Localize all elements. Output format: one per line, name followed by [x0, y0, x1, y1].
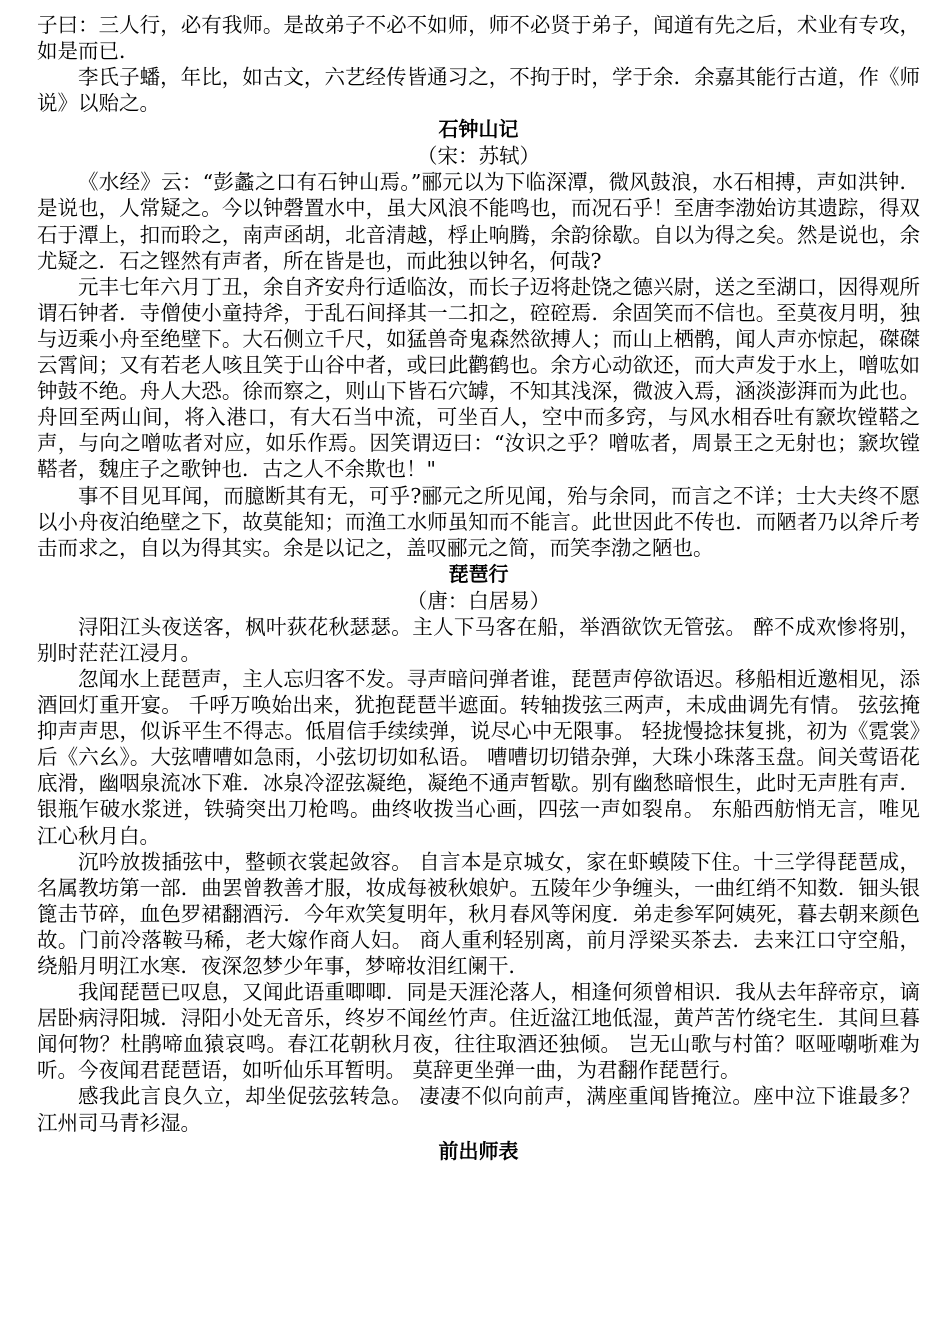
intro-paragraph: 子曰：三人行，必有我师。是故弟子不必不如师，师不必贤于弟子，闻道有先之后，术业有专攻，如是而已． — [37, 13, 920, 64]
intro-paragraph: 李氏子蟠，年比，如古文，六艺经传皆通习之，不拘于时，学于余．余嘉其能行古道，作《师说》以贻之。 — [37, 65, 920, 116]
body-paragraph: 感我此言良久立，却坐促弦弦转急。 凄凄不似向前声，满座重闻皆掩泣。座中泣下谁最多？江州司马青衫湿。 — [37, 1084, 920, 1135]
body-paragraph: 事不目见耳闻，而臆断其有无，可乎?郦元之所见闻，殆与余同，而言之不详；士大夫终不愿以小舟夜泊绝壁之下，故莫能知；而渔工水师虽知而不能言。此世因此不传也．而陋者乃以斧斤考击而求之，自以为得其实。余是以记之，盖叹郦元之简，而笑李渤之陋也。 — [37, 483, 920, 560]
section-author: （唐：白居易） — [406, 588, 551, 613]
body-paragraph: 我闻琵琶已叹息，又闻此语重唧唧．同是天涯沦落人，相逢何须曾相识．我从去年辞帝京，谪居卧病浔阳城．浔阳小处无音乐，终岁不闻丝竹声。住近湓江地低湿，黄芦苦竹绕宅生．其间旦暮闻何物？杜鹃啼血猿哀鸣。春江花朝秋月夜，往往取酒还独倾。 岂无山歌与村笛？呕哑嘲哳难为听。今夜闻君琵琶语，如听仙乐耳暂明。 莫辞更坐弹一曲，为君翻作琵琶行。 — [37, 980, 920, 1083]
section-title-pipaxing: 琵琶行 — [448, 561, 509, 586]
body-paragraph: 沉吟放拨插弦中，整顿衣裳起敛容。 自言本是京城女，家在虾蟆陵下住。十三学得琵琶成，名属教坊第一部．曲罢曾教善才服，妆成每被秋娘妒。五陵年少争缠头，一曲红绡不知数．钿头银篦击节碎，血色罗裙翻酒污．今年欢笑复明年，秋月春风等闲度．弟走参军阿姨死，暮去朝来颜色故。门前冷落鞍马稀，老大嫁作商人妇。 商人重利轻别离，前月浮梁买茶去．去来江口守空船，绕船月明江水寒．夜深忽梦少年事，梦啼妆泪红阑干． — [37, 849, 920, 978]
body-paragraph: 浔阳江头夜送客，枫叶荻花秋瑟瑟。主人下马客在船，举酒欲饮无管弦。 醉不成欢惨将别，别时茫茫江浸月。 — [37, 614, 920, 665]
body-paragraph: 元丰七年六月丁丑，余自齐安舟行适临汝，而长子迈将赴饶之德兴尉，送之至湖口，因得观所谓石钟者．寺僧使小童持斧，于乱石间择其一二扣之，硿硿焉．余固笑而不信也。至莫夜月明，独与迈乘小舟至绝壁下。大石侧立千尺，如猛兽奇鬼森然欲搏人；而山上栖鹘，闻人声亦惊起，磔磔云霄间；又有若老人咳且笑于山谷中者，或曰此鹳鹤也。余方心动欲还，而大声发于水上，噌吰如钟鼓不绝。舟人大恐。徐而察之，则山下皆石穴罅，不知其浅深，微波入焉，涵淡澎湃而为此也。舟回至两山间，将入港口，有大石当中流，可坐百人，空中而多窍，与风水相吞吐有窾坎镗鞳之声，与向之噌吰者对应，如乐作焉。因笑谓迈曰：“汝识之乎？噌吰者，周景王之无射也；窾坎镗鞳者，魏庄子之歌钟也．古之人不余欺也！" — [37, 274, 920, 482]
section-author: （宋：苏轼） — [417, 144, 540, 169]
section-title-qianchushibiao: 前出师表 — [438, 1138, 519, 1163]
body-paragraph: 《水经》云：“彭蠡之口有石钟山焉。”郦元以为下临深潭，微风鼓浪，水石相搏，声如洪钟．是说也，人常疑之。今以钟磬置水中，虽大风浪不能鸣也，而况石乎！至唐李渤始访其遗踪，得双石于潭上，扣而聆之，南声函胡，北音清越，桴止响腾，余韵徐歇。自以为得之矣。然是说也，余尤疑之．石之铿然有声者，所在皆是也，而此独以钟名，何哉? — [37, 170, 920, 273]
section-title-shizhongshanji: 石钟山记 — [438, 117, 519, 142]
body-paragraph: 忽闻水上琵琶声，主人忘归客不发。寻声暗问弹者谁，琵琶声停欲语迟。移船相近邀相见，添酒回灯重开宴。 千呼万唤始出来，犹抱琵琶半遮面。转轴拨弦三两声，未成曲调先有情。 弦弦掩抑声声思，似诉平生不得志。低眉信手续续弹，说尽心中无限事。 轻拢慢捻抹复挑，初为《霓裳》后《六幺》。大弦嘈嘈如急雨，小弦切切如私语。 嘈嘈切切错杂弹，大珠小珠落玉盘。间关莺语花底滑，幽咽泉流冰下难．冰泉冷涩弦凝绝，凝绝不通声暂歇。别有幽愁暗恨生，此时无声胜有声．银瓶乍破水浆迸，铁骑突出刀枪鸣。曲终收拨当心画，四弦一声如裂帛。 东船西舫悄无言，唯见江心秋月白。 — [37, 666, 920, 848]
